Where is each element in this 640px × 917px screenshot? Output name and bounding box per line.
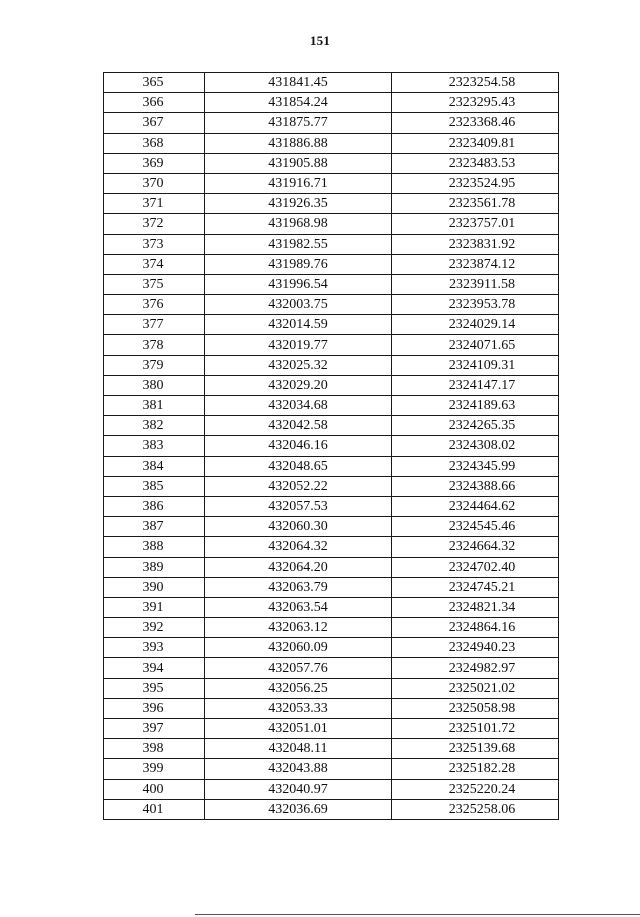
point-number-cell: 388 (104, 537, 205, 557)
x-coordinate-cell: 431982.55 (205, 234, 392, 254)
point-number-cell: 370 (104, 173, 205, 193)
point-number-cell: 371 (104, 194, 205, 214)
y-coordinate-cell: 2324388.66 (392, 476, 559, 496)
table-row (104, 759, 559, 779)
x-coordinate-cell: 431996.54 (205, 274, 392, 294)
x-coordinate-cell: 432060.30 (205, 517, 392, 537)
point-number-cell: 396 (104, 698, 205, 718)
y-coordinate-cell: 2324308.02 (392, 436, 559, 456)
y-coordinate-cell: 2325021.02 (392, 678, 559, 698)
table-row (104, 315, 559, 335)
y-coordinate-cell: 2323874.12 (392, 254, 559, 274)
table-row (104, 779, 559, 799)
x-coordinate-cell: 432029.20 (205, 375, 392, 395)
point-number-cell: 375 (104, 274, 205, 294)
table-row (104, 658, 559, 678)
y-coordinate-cell: 2324265.35 (392, 416, 559, 436)
x-coordinate-cell: 432063.54 (205, 597, 392, 617)
point-number-cell: 383 (104, 436, 205, 456)
coordinate-table (103, 72, 559, 820)
point-number-cell: 367 (104, 113, 205, 133)
table-row (104, 396, 559, 416)
point-number-cell: 399 (104, 759, 205, 779)
x-coordinate-cell: 431989.76 (205, 254, 392, 274)
page-number: 151 (309, 33, 331, 48)
point-number-cell: 401 (104, 799, 205, 819)
table-row (104, 73, 559, 93)
table-row (104, 496, 559, 516)
x-coordinate-cell: 432025.32 (205, 355, 392, 375)
y-coordinate-cell: 2324109.31 (392, 355, 559, 375)
table-row (104, 476, 559, 496)
x-coordinate-cell: 431886.88 (205, 133, 392, 153)
x-coordinate-cell: 431916.71 (205, 173, 392, 193)
x-coordinate-cell: 432052.22 (205, 476, 392, 496)
point-number-cell: 395 (104, 678, 205, 698)
x-coordinate-cell: 432064.32 (205, 537, 392, 557)
y-coordinate-cell: 2324464.62 (392, 496, 559, 516)
table-row (104, 577, 559, 597)
y-coordinate-cell: 2325258.06 (392, 799, 559, 819)
x-coordinate-cell: 432048.65 (205, 456, 392, 476)
table-row (104, 557, 559, 577)
point-number-cell: 382 (104, 416, 205, 436)
table-row (104, 416, 559, 436)
x-coordinate-cell: 432063.79 (205, 577, 392, 597)
x-coordinate-cell: 431841.45 (205, 73, 392, 93)
y-coordinate-cell: 2324664.32 (392, 537, 559, 557)
table-row (104, 537, 559, 557)
y-coordinate-cell: 2324545.46 (392, 517, 559, 537)
table-row (104, 698, 559, 718)
coordinate-table-body (104, 73, 559, 820)
y-coordinate-cell: 2325220.24 (392, 779, 559, 799)
point-number-cell: 374 (104, 254, 205, 274)
y-coordinate-cell: 2323561.78 (392, 194, 559, 214)
y-coordinate-cell: 2325058.98 (392, 698, 559, 718)
x-coordinate-cell: 431854.24 (205, 93, 392, 113)
x-coordinate-cell: 432043.88 (205, 759, 392, 779)
y-coordinate-cell: 2323757.01 (392, 214, 559, 234)
x-coordinate-cell: 431875.77 (205, 113, 392, 133)
x-coordinate-cell: 432063.12 (205, 618, 392, 638)
table-row (104, 113, 559, 133)
table-row (104, 274, 559, 294)
y-coordinate-cell: 2323254.58 (392, 73, 559, 93)
y-coordinate-cell: 2325101.72 (392, 719, 559, 739)
table-row (104, 355, 559, 375)
point-number-cell: 372 (104, 214, 205, 234)
y-coordinate-cell: 2323483.53 (392, 153, 559, 173)
table-row (104, 678, 559, 698)
x-coordinate-cell: 432057.53 (205, 496, 392, 516)
point-number-cell: 373 (104, 234, 205, 254)
x-coordinate-cell: 432040.97 (205, 779, 392, 799)
coordinate-table-container (103, 72, 558, 820)
y-coordinate-cell: 2325182.28 (392, 759, 559, 779)
point-number-cell: 389 (104, 557, 205, 577)
table-row (104, 234, 559, 254)
table-row (104, 295, 559, 315)
point-number-cell: 366 (104, 93, 205, 113)
table-row (104, 335, 559, 355)
x-coordinate-cell: 431926.35 (205, 194, 392, 214)
x-coordinate-cell: 432042.58 (205, 416, 392, 436)
x-coordinate-cell: 432034.68 (205, 396, 392, 416)
x-coordinate-cell: 431968.98 (205, 214, 392, 234)
x-coordinate-cell: 432014.59 (205, 315, 392, 335)
table-row (104, 517, 559, 537)
point-number-cell: 398 (104, 739, 205, 759)
x-coordinate-cell: 432036.69 (205, 799, 392, 819)
point-number-cell: 369 (104, 153, 205, 173)
x-coordinate-cell: 431905.88 (205, 153, 392, 173)
point-number-cell: 384 (104, 456, 205, 476)
point-number-cell: 386 (104, 496, 205, 516)
y-coordinate-cell: 2325139.68 (392, 739, 559, 759)
point-number-cell: 394 (104, 658, 205, 678)
point-number-cell: 376 (104, 295, 205, 315)
table-row (104, 436, 559, 456)
y-coordinate-cell: 2324189.63 (392, 396, 559, 416)
point-number-cell: 368 (104, 133, 205, 153)
table-row (104, 799, 559, 819)
bottom-page-rule (195, 914, 640, 915)
point-number-cell: 365 (104, 73, 205, 93)
y-coordinate-cell: 2324702.40 (392, 557, 559, 577)
point-number-cell: 391 (104, 597, 205, 617)
y-coordinate-cell: 2323953.78 (392, 295, 559, 315)
table-row (104, 194, 559, 214)
y-coordinate-cell: 2323368.46 (392, 113, 559, 133)
y-coordinate-cell: 2324071.65 (392, 335, 559, 355)
y-coordinate-cell: 2324864.16 (392, 618, 559, 638)
x-coordinate-cell: 432048.11 (205, 739, 392, 759)
x-coordinate-cell: 432046.16 (205, 436, 392, 456)
y-coordinate-cell: 2324821.34 (392, 597, 559, 617)
y-coordinate-cell: 2324745.21 (392, 577, 559, 597)
table-row (104, 173, 559, 193)
point-number-cell: 380 (104, 375, 205, 395)
x-coordinate-cell: 432051.01 (205, 719, 392, 739)
y-coordinate-cell: 2323831.92 (392, 234, 559, 254)
x-coordinate-cell: 432003.75 (205, 295, 392, 315)
y-coordinate-cell: 2324029.14 (392, 315, 559, 335)
table-row (104, 597, 559, 617)
x-coordinate-cell: 432060.09 (205, 638, 392, 658)
x-coordinate-cell: 432057.76 (205, 658, 392, 678)
table-row (104, 214, 559, 234)
y-coordinate-cell: 2324982.97 (392, 658, 559, 678)
point-number-cell: 390 (104, 577, 205, 597)
y-coordinate-cell: 2324147.17 (392, 375, 559, 395)
y-coordinate-cell: 2324345.99 (392, 456, 559, 476)
y-coordinate-cell: 2323524.95 (392, 173, 559, 193)
x-coordinate-cell: 432019.77 (205, 335, 392, 355)
table-row (104, 93, 559, 113)
y-coordinate-cell: 2323295.43 (392, 93, 559, 113)
point-number-cell: 378 (104, 335, 205, 355)
point-number-cell: 381 (104, 396, 205, 416)
point-number-cell: 400 (104, 779, 205, 799)
table-row (104, 133, 559, 153)
point-number-cell: 379 (104, 355, 205, 375)
x-coordinate-cell: 432064.20 (205, 557, 392, 577)
y-coordinate-cell: 2324940.23 (392, 638, 559, 658)
table-row (104, 638, 559, 658)
point-number-cell: 385 (104, 476, 205, 496)
table-row (104, 153, 559, 173)
y-coordinate-cell: 2323911.58 (392, 274, 559, 294)
table-row (104, 254, 559, 274)
table-row (104, 375, 559, 395)
point-number-cell: 393 (104, 638, 205, 658)
x-coordinate-cell: 432053.33 (205, 698, 392, 718)
table-row (104, 739, 559, 759)
x-coordinate-cell: 432056.25 (205, 678, 392, 698)
point-number-cell: 392 (104, 618, 205, 638)
table-row (104, 719, 559, 739)
point-number-cell: 397 (104, 719, 205, 739)
point-number-cell: 387 (104, 517, 205, 537)
table-row (104, 618, 559, 638)
point-number-cell: 377 (104, 315, 205, 335)
y-coordinate-cell: 2323409.81 (392, 133, 559, 153)
table-row (104, 456, 559, 476)
